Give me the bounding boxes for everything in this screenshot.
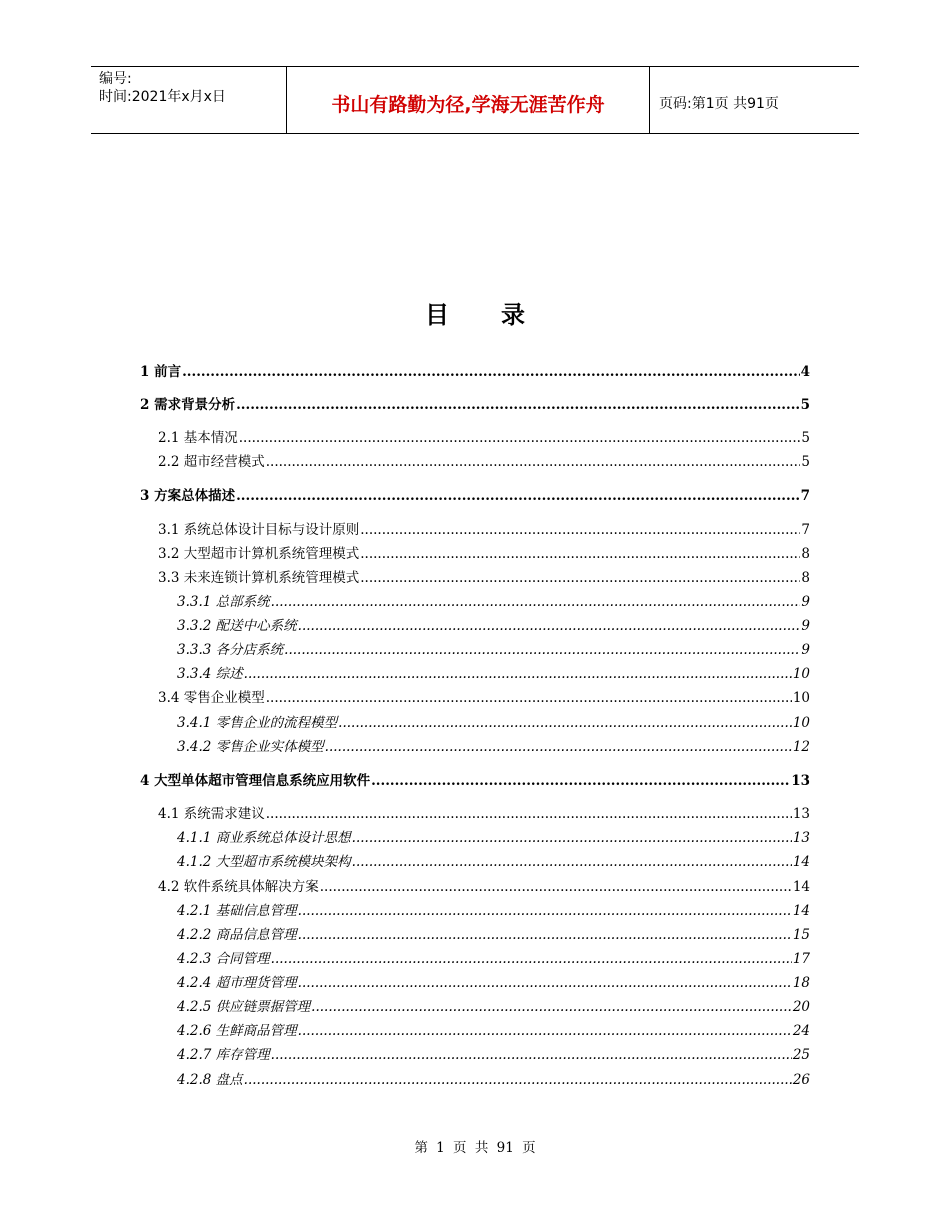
toc-entry-page: 9 (801, 594, 810, 610)
toc-entry[interactable] (140, 949, 810, 969)
toc-entry-label: 3.4.2 零售企业实体模型 (177, 739, 324, 755)
toc-entry-page: 17 (792, 951, 810, 967)
toc-entry-label: 2.1 基本情况 (158, 430, 238, 446)
toc-entry[interactable] (140, 925, 810, 945)
toc-entry[interactable] (140, 688, 810, 708)
toc-entry-page: 13 (791, 773, 810, 789)
toc-entry[interactable] (140, 877, 810, 897)
toc-entry-page: 9 (801, 642, 810, 658)
toc-entry[interactable] (140, 997, 810, 1017)
toc-entry-label: 2 需求背景分析 (140, 397, 236, 413)
toc-dot-leader (298, 901, 792, 921)
toc-entry-label: 3 方案总体描述 (140, 488, 236, 504)
toc-entry-label: 3.4.1 零售企业的流程模型 (177, 715, 338, 731)
toc-entry-page: 10 (792, 715, 810, 731)
toc-entry-page: 12 (792, 739, 810, 755)
toc-dot-leader (271, 1045, 792, 1065)
toc-entry-page: 5 (801, 430, 810, 446)
toc-entry[interactable] (140, 362, 810, 382)
toc-entry[interactable] (140, 520, 810, 540)
toc-entry-label: 4.2.7 库存管理 (177, 1047, 270, 1063)
toc-entry-label: 3.4 零售企业模型 (158, 690, 265, 706)
toc-dot-leader (298, 973, 792, 993)
toc-entry-label: 4.2.2 商品信息管理 (177, 927, 297, 943)
toc-entry-label: 4.1.2 大型超市系统模块架构 (177, 854, 351, 870)
toc-entry[interactable] (140, 452, 810, 472)
toc-dot-leader (298, 925, 792, 945)
toc-entry-label: 4.1.1 商业系统总体设计思想 (177, 830, 351, 846)
toc-dot-leader (266, 688, 792, 708)
toc-dot-leader (266, 804, 792, 824)
toc-dot-leader (371, 771, 790, 791)
toc-entry[interactable] (140, 640, 810, 660)
toc-entry-label: 3.3.4 综述 (177, 666, 243, 682)
toc-entry[interactable] (140, 828, 810, 848)
toc-dot-leader (298, 616, 801, 636)
toc-entry-page: 15 (792, 927, 810, 943)
toc-entry-page: 13 (792, 830, 810, 846)
toc-entry[interactable] (140, 395, 810, 415)
toc-entry-page: 24 (792, 1023, 810, 1039)
toc-entry-page: 10 (792, 690, 810, 706)
page-footer: 第 1 页 共 91 页 (414, 1140, 536, 1156)
toc-dot-leader (244, 664, 792, 684)
toc-entry[interactable] (140, 592, 810, 612)
toc-entry[interactable] (140, 1070, 810, 1090)
toc-dot-leader (338, 713, 792, 733)
toc-entry-page: 14 (792, 903, 810, 919)
toc-entry-page: 4 (800, 364, 810, 380)
toc-entry-page: 7 (800, 488, 810, 504)
toc-entry-label: 3.3 未来连锁计算机系统管理模式 (158, 570, 360, 586)
toc-entry-page: 7 (801, 522, 810, 538)
toc-entry-page: 25 (792, 1047, 810, 1063)
document-time: 时间:2021年x月x日 (99, 89, 226, 105)
toc-entry[interactable] (140, 852, 810, 872)
toc-dot-leader (320, 877, 792, 897)
toc-entry-label: 4.2.4 超市理货管理 (177, 975, 297, 991)
header-motto: 书山有路勤为径,学海无涯苦作舟 (287, 67, 650, 133)
toc-dot-leader (284, 640, 800, 660)
toc-entry-page: 10 (792, 666, 810, 682)
toc-entry-label: 3.1 系统总体设计目标与设计原则 (158, 522, 360, 538)
toc-entry-page: 5 (800, 397, 810, 413)
toc-dot-leader (239, 428, 801, 448)
toc-entry-label: 3.2 大型超市计算机系统管理模式 (158, 546, 360, 562)
toc-entry-label: 4.2.8 盘点 (177, 1072, 243, 1088)
toc-entry-label: 3.3.3 各分店系统 (177, 642, 284, 658)
toc-entry[interactable] (140, 1045, 810, 1065)
page-header (91, 66, 859, 134)
toc-dot-leader (360, 544, 800, 564)
toc-entry-page: 5 (801, 454, 810, 470)
toc-dot-leader (352, 828, 792, 848)
toc-dot-leader (298, 1021, 792, 1041)
toc-entry-label: 4.2.1 基础信息管理 (177, 903, 297, 919)
toc-entry-page: 8 (801, 570, 810, 586)
toc-entry-page: 14 (792, 879, 810, 895)
toc-entry-label: 4.2.3 合同管理 (177, 951, 270, 967)
header-meta (91, 67, 287, 133)
toc-entry[interactable] (140, 973, 810, 993)
toc-entry[interactable] (140, 901, 810, 921)
toc-dot-leader (352, 852, 792, 872)
toc-entry-label: 4.2.5 供应链票据管理 (177, 999, 311, 1015)
toc-entry-page: 8 (801, 546, 810, 562)
toc-entry[interactable] (140, 486, 810, 506)
toc-entry-label: 1 前言 (140, 364, 182, 380)
toc-entry-page: 14 (792, 854, 810, 870)
toc-dot-leader (271, 949, 792, 969)
toc-title: 目录 (425, 301, 577, 329)
toc-entry[interactable] (140, 544, 810, 564)
toc-dot-leader (244, 1070, 792, 1090)
toc-dot-leader (266, 452, 801, 472)
toc-entry[interactable] (140, 616, 810, 636)
toc-dot-leader (182, 362, 800, 382)
toc-entry[interactable] (140, 737, 810, 757)
toc-entry-label: 4 大型单体超市管理信息系统应用软件 (140, 773, 371, 789)
toc-entry-label: 3.3.2 配送中心系统 (177, 618, 297, 634)
toc-dot-leader (360, 520, 800, 540)
toc-dot-leader (236, 395, 800, 415)
toc-dot-leader (236, 486, 800, 506)
toc-entry[interactable] (140, 713, 810, 733)
toc-entry-label: 2.2 超市经营模式 (158, 454, 265, 470)
toc-entry-page: 13 (792, 806, 810, 822)
toc-entry[interactable] (140, 771, 810, 791)
toc-entry-label: 4.1 系统需求建议 (158, 806, 265, 822)
toc-entry-page: 9 (801, 618, 810, 634)
toc-entry-page: 26 (792, 1072, 810, 1088)
header-page-code: 页码:第1页 共91页 (659, 96, 779, 112)
toc-entry[interactable] (140, 664, 810, 684)
toc-entry-label: 3.3.1 总部系统 (177, 594, 270, 610)
toc-entry[interactable] (140, 804, 810, 824)
document-number-label: 编号: (99, 71, 132, 87)
toc-dot-leader (325, 737, 792, 757)
toc-entry-label: 4.2.6 生鲜商品管理 (177, 1023, 297, 1039)
toc-dot-leader (311, 997, 792, 1017)
toc-entry-page: 20 (792, 999, 810, 1015)
toc-dot-leader (271, 592, 801, 612)
toc-entry[interactable] (140, 1021, 810, 1041)
toc-entry-page: 18 (792, 975, 810, 991)
toc-entry[interactable] (140, 428, 810, 448)
toc-entry-label: 4.2 软件系统具体解决方案 (158, 879, 319, 895)
toc-dot-leader (360, 568, 800, 588)
toc-entry[interactable] (140, 568, 810, 588)
